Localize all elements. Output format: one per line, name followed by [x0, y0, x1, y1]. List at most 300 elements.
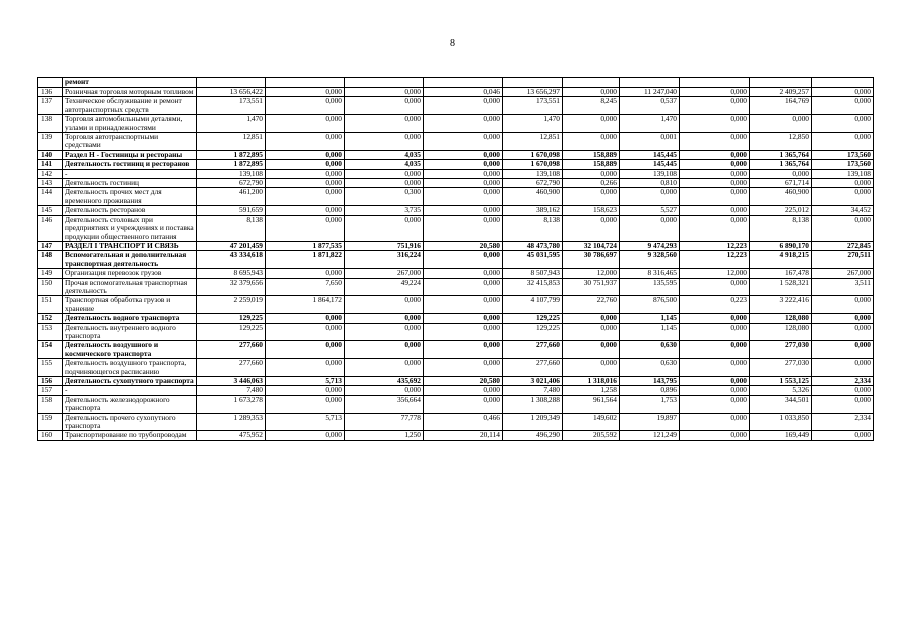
row-value-9: 0,000	[750, 115, 812, 133]
row-code: 155	[38, 359, 63, 377]
row-value-4: 0,000	[424, 359, 503, 377]
row-value-7: 145,445	[620, 160, 680, 169]
row-value-1: 13 656,422	[197, 88, 266, 97]
row-code: 137	[38, 97, 63, 115]
row-value-6: 0,000	[563, 323, 620, 341]
row-value-3: 0,000	[345, 115, 424, 133]
row-value-2: 1 864,172	[266, 296, 345, 314]
row-value-1: 173,551	[197, 97, 266, 115]
row-value-6: 0,000	[563, 341, 620, 359]
row-value-5: 1 308,288	[503, 395, 563, 413]
row-value-9: 128,080	[750, 323, 812, 341]
row-code: 138	[38, 115, 63, 133]
row-value-7: 0,896	[620, 386, 680, 395]
row-value-1: 1,470	[197, 115, 266, 133]
table-row	[38, 215, 874, 241]
row-name: Деятельность гостиниц и ресторанов	[63, 160, 197, 169]
row-value-2: 0,000	[266, 160, 345, 169]
row-value-3: 0,000	[345, 88, 424, 97]
row-value-1: 12,851	[197, 133, 266, 151]
row-value-5: 389,162	[503, 206, 563, 215]
row-value-4: 20,114	[424, 431, 503, 440]
row-value-8: 0,000	[680, 188, 750, 206]
row-value-10: 0,000	[812, 179, 874, 188]
row-name: Деятельность внутреннего водного транспорта	[63, 323, 197, 341]
row-value-5: 1 670,098	[503, 150, 563, 159]
row-code: 152	[38, 314, 63, 323]
row-value-6: 1,258	[563, 386, 620, 395]
row-value-6: 158,889	[563, 160, 620, 169]
row-value-9: 169,449	[750, 431, 812, 440]
row-value-5: 32 415,853	[503, 278, 563, 296]
row-name: Техническое обслуживание и ремонт автотранспортных средств	[63, 97, 197, 115]
row-value-10: 0,000	[812, 115, 874, 133]
row-value-1: 8,138	[197, 215, 266, 241]
row-value-9: 277,030	[750, 359, 812, 377]
row-value-8: 0,000	[680, 377, 750, 386]
table-row	[38, 314, 874, 323]
row-value-9: 8,138	[750, 215, 812, 241]
row-value-9: 3 222,416	[750, 296, 812, 314]
table-row	[38, 341, 874, 359]
row-value-7: 0,537	[620, 97, 680, 115]
row-value-10: 0,000	[812, 359, 874, 377]
row-value-3: 0,000	[345, 179, 424, 188]
row-code: 141	[38, 160, 63, 169]
row-value-4: 0,000	[424, 160, 503, 169]
row-code: 158	[38, 395, 63, 413]
row-value-4: 0,000	[424, 179, 503, 188]
table-row	[38, 413, 874, 431]
row-value-8: 0,000	[680, 431, 750, 440]
row-code: 151	[38, 296, 63, 314]
row-value-7: 8 316,465	[620, 269, 680, 278]
row-value-5: 129,225	[503, 314, 563, 323]
row-value-7: 145,445	[620, 150, 680, 159]
table-row	[38, 269, 874, 278]
row-value-3: 0,000	[345, 323, 424, 341]
table-row	[38, 386, 874, 395]
row-value-3: 0,000	[345, 386, 424, 395]
row-value-6: 149,602	[563, 413, 620, 431]
row-value-7: 0,810	[620, 179, 680, 188]
row-value-5: 4 107,799	[503, 296, 563, 314]
row-name: Деятельность воздушного и космического транспорта	[63, 341, 197, 359]
row-value-3: 0,000	[345, 169, 424, 178]
row-value-10: 0,000	[812, 431, 874, 440]
row-name: Деятельность ресторанов	[63, 206, 197, 215]
row-value-5: 277,660	[503, 341, 563, 359]
row-value-3: 0,000	[345, 97, 424, 115]
row-value-9: 1 365,764	[750, 160, 812, 169]
row-code	[38, 78, 63, 88]
row-name: Деятельность гостиниц	[63, 179, 197, 188]
table-row	[38, 395, 874, 413]
row-value-3: 267,000	[345, 269, 424, 278]
row-value-9: 225,012	[750, 206, 812, 215]
row-value-1: 672,790	[197, 179, 266, 188]
row-value-10: 270,511	[812, 251, 874, 269]
row-value-4: 0,000	[424, 251, 503, 269]
table-row	[38, 179, 874, 188]
row-value-9: 2 409,257	[750, 88, 812, 97]
row-value-4: 0,000	[424, 278, 503, 296]
row-value-9: 1 528,321	[750, 278, 812, 296]
row-value-6: 1 318,016	[563, 377, 620, 386]
row-value-10: 2,334	[812, 413, 874, 431]
row-value-1: 8 695,943	[197, 269, 266, 278]
table-row	[38, 150, 874, 159]
row-value-6: 0,000	[563, 133, 620, 151]
row-name: Прочая вспомогательная транспортная деятельность	[63, 278, 197, 296]
row-value-4: 0,000	[424, 323, 503, 341]
row-value-7: 0,630	[620, 359, 680, 377]
row-name: Деятельность водного транспорта	[63, 314, 197, 323]
row-value-1: 32 379,656	[197, 278, 266, 296]
row-value-10: 0,000	[812, 188, 874, 206]
row-value-6: 0,266	[563, 179, 620, 188]
row-value-7: 876,500	[620, 296, 680, 314]
row-value-6: 961,564	[563, 395, 620, 413]
row-value-7: 143,795	[620, 377, 680, 386]
row-value-1: 3 446,063	[197, 377, 266, 386]
row-value-7: 9 474,293	[620, 241, 680, 250]
row-value-2: 0,000	[266, 133, 345, 151]
table-row	[38, 133, 874, 151]
row-value-5: 12,851	[503, 133, 563, 151]
row-value-9: 164,769	[750, 97, 812, 115]
row-code: 146	[38, 215, 63, 241]
row-value-8: 0,000	[680, 413, 750, 431]
row-value-3: 0,000	[345, 296, 424, 314]
row-value-5: 139,108	[503, 169, 563, 178]
row-value-10: 0,000	[812, 314, 874, 323]
row-value-2: 0,000	[266, 169, 345, 178]
row-value-7: 1,470	[620, 115, 680, 133]
row-value-1: 1 872,895	[197, 150, 266, 159]
row-value-4: 0,000	[424, 395, 503, 413]
row-name: Деятельность прочих мест для временного проживания	[63, 188, 197, 206]
row-value-8: 0,000	[680, 323, 750, 341]
row-value-8: 0,000	[680, 88, 750, 97]
table-row	[38, 88, 874, 97]
row-value-10: 0,000	[812, 386, 874, 395]
row-value-6: 0,000	[563, 115, 620, 133]
row-value-2: 0,000	[266, 150, 345, 159]
row-value-5: 496,290	[503, 431, 563, 440]
row-value-6: 205,592	[563, 431, 620, 440]
row-value-8: 0,000	[680, 179, 750, 188]
row-value-1: 1 872,895	[197, 160, 266, 169]
row-code: 153	[38, 323, 63, 341]
row-value-6: 0,000	[563, 188, 620, 206]
row-value-5: 13 656,297	[503, 88, 563, 97]
row-value-10: 173,560	[812, 160, 874, 169]
row-value-6: 0,000	[563, 169, 620, 178]
row-value-4: 0,000	[424, 115, 503, 133]
row-value-7: 5,527	[620, 206, 680, 215]
row-name: -	[63, 386, 197, 395]
row-value-7: 121,249	[620, 431, 680, 440]
row-name: Раздел H - Гостиницы и рестораны	[63, 150, 197, 159]
row-value-8: 0,000	[680, 395, 750, 413]
row-value-6: 158,889	[563, 150, 620, 159]
row-value-1: 461,200	[197, 188, 266, 206]
row-value-6: 22,760	[563, 296, 620, 314]
row-value-9: 12,850	[750, 133, 812, 151]
page-number: 8	[450, 38, 455, 49]
row-code: 157	[38, 386, 63, 395]
row-value-3: 1,250	[345, 431, 424, 440]
row-value-1: 1 289,353	[197, 413, 266, 431]
row-name: Вспомогательная и дополнительная транспортная деятельность	[63, 251, 197, 269]
row-value-2: 0,000	[266, 215, 345, 241]
row-value-1: 129,225	[197, 323, 266, 341]
table-body	[38, 78, 874, 441]
row-value-4: 0,000	[424, 188, 503, 206]
row-value-5: 129,225	[503, 323, 563, 341]
row-value-3: 0,300	[345, 188, 424, 206]
row-value-6: 30 786,697	[563, 251, 620, 269]
data-table	[37, 77, 874, 441]
table-row	[38, 115, 874, 133]
row-value-3: 0,000	[345, 341, 424, 359]
row-value-2: 0,000	[266, 395, 345, 413]
row-name: -	[63, 169, 197, 178]
row-value-4: 0,046	[424, 88, 503, 97]
row-value-2: 0,000	[266, 341, 345, 359]
row-value-1: 7,480	[197, 386, 266, 395]
row-value-3: 0,000	[345, 359, 424, 377]
row-code: 156	[38, 377, 63, 386]
row-name: Транспортная обработка грузов и хранение	[63, 296, 197, 314]
row-value-9: 460,900	[750, 188, 812, 206]
row-value-2: 5,713	[266, 377, 345, 386]
row-value-3: 435,692	[345, 377, 424, 386]
row-value-5: 173,551	[503, 97, 563, 115]
row-name: Деятельность сухопутного транспорта	[63, 377, 197, 386]
row-code: 150	[38, 278, 63, 296]
row-value-8: 12,223	[680, 251, 750, 269]
row-value-1: 47 201,459	[197, 241, 266, 250]
row-value-8: 12,223	[680, 241, 750, 250]
row-value-5: 48 473,780	[503, 241, 563, 250]
row-value-2: 0,000	[266, 179, 345, 188]
row-value-8: 0,000	[680, 215, 750, 241]
row-name: Организация перевозок грузов	[63, 269, 197, 278]
row-value-4: 0,000	[424, 341, 503, 359]
row-value-8: 0,000	[680, 206, 750, 215]
row-value-8: 0,000	[680, 386, 750, 395]
row-value-5: 1 670,098	[503, 160, 563, 169]
row-value-3: 0,000	[345, 215, 424, 241]
row-value-10: 0,000	[812, 133, 874, 151]
row-value-7: 1,753	[620, 395, 680, 413]
row-value-1: 139,108	[197, 169, 266, 178]
row-value-2: 0,000	[266, 115, 345, 133]
row-value-4: 0,000	[424, 314, 503, 323]
row-value-9: 128,080	[750, 314, 812, 323]
row-name: Деятельность железнодорожного транспорта	[63, 395, 197, 413]
table-row	[38, 241, 874, 250]
row-value-2: 0,000	[266, 188, 345, 206]
row-value-9: 6 890,170	[750, 241, 812, 250]
row-value-4: 0,000	[424, 133, 503, 151]
row-value-9: 671,714	[750, 179, 812, 188]
row-value-2: 0,000	[266, 206, 345, 215]
row-value-8: 0,000	[680, 97, 750, 115]
row-value-3: 3,735	[345, 206, 424, 215]
row-value-9: 167,478	[750, 269, 812, 278]
row-value-1: 2 259,019	[197, 296, 266, 314]
row-value-5: 1,470	[503, 115, 563, 133]
table-row	[38, 377, 874, 386]
row-value-1: 277,660	[197, 341, 266, 359]
row-code: 139	[38, 133, 63, 151]
row-value-10: 0,000	[812, 296, 874, 314]
row-name: Розничная торговля моторным топливом	[63, 88, 197, 97]
row-value-4: 0,000	[424, 296, 503, 314]
row-value-5: 8 507,943	[503, 269, 563, 278]
row-value-10: 2,334	[812, 377, 874, 386]
table-row	[38, 359, 874, 377]
row-name: Деятельность прочего сухопутного транспорта	[63, 413, 197, 431]
row-value-6: 0,000	[563, 359, 620, 377]
row-value-9: 0,000	[750, 169, 812, 178]
row-value-10: 0,000	[812, 323, 874, 341]
row-value-7: 1,145	[620, 323, 680, 341]
row-value-10: 267,000	[812, 269, 874, 278]
row-code: 147	[38, 241, 63, 250]
row-value-4: 0,000	[424, 386, 503, 395]
row-value-4: 0,000	[424, 269, 503, 278]
table-row	[38, 206, 874, 215]
table-row	[38, 278, 874, 296]
row-value-6: 0,000	[563, 215, 620, 241]
row-value-7: 11 247,040	[620, 88, 680, 97]
row-value-2: 5,713	[266, 413, 345, 431]
row-value-1: 277,660	[197, 359, 266, 377]
row-value-2: 0,000	[266, 359, 345, 377]
row-value-8: 0,000	[680, 169, 750, 178]
row-value-9: 5,326	[750, 386, 812, 395]
row-name: Торговля автомобильными деталями, узлами и принадлежностями	[63, 115, 197, 133]
row-value-4: 0,000	[424, 97, 503, 115]
row-value-4: 20,580	[424, 241, 503, 250]
row-code: 149	[38, 269, 63, 278]
row-value-5: 3 021,406	[503, 377, 563, 386]
row-value-2: 0,000	[266, 88, 345, 97]
row-value-2: 0,000	[266, 97, 345, 115]
row-value-9: 277,030	[750, 341, 812, 359]
row-value-8: 12,000	[680, 269, 750, 278]
row-value-1: 591,659	[197, 206, 266, 215]
row-value-5: 672,790	[503, 179, 563, 188]
row-code: 154	[38, 341, 63, 359]
row-value-8: 0,223	[680, 296, 750, 314]
row-value-10: 0,000	[812, 395, 874, 413]
row-value-5: 277,660	[503, 359, 563, 377]
row-value-5: 460,900	[503, 188, 563, 206]
row-name: РАЗДЕЛ I ТРАНСПОРТ И СВЯЗЬ	[63, 241, 197, 250]
row-value-6: 30 751,937	[563, 278, 620, 296]
row-value-5: 1 209,349	[503, 413, 563, 431]
row-value-1: 129,225	[197, 314, 266, 323]
row-value-7: 0,630	[620, 341, 680, 359]
row-value-5: 7,480	[503, 386, 563, 395]
row-name: Деятельность воздушного транспорта, подчиняющегося расписанию	[63, 359, 197, 377]
data-table-container	[37, 77, 873, 441]
row-value-7: 0,000	[620, 188, 680, 206]
row-value-8: 0,000	[680, 341, 750, 359]
row-value-8: 0,000	[680, 133, 750, 151]
row-value-3: 77,778	[345, 413, 424, 431]
row-value-5: 8,138	[503, 215, 563, 241]
row-value-6: 32 104,724	[563, 241, 620, 250]
row-value-2: 1 877,535	[266, 241, 345, 250]
row-value-3: 49,224	[345, 278, 424, 296]
row-value-10: 272,845	[812, 241, 874, 250]
row-code: 160	[38, 431, 63, 440]
row-value-9: 344,501	[750, 395, 812, 413]
row-value-2: 0,000	[266, 431, 345, 440]
row-value-4: 20,580	[424, 377, 503, 386]
row-value-7: 0,000	[620, 215, 680, 241]
table-row	[38, 431, 874, 440]
row-code: 144	[38, 188, 63, 206]
table-row	[38, 97, 874, 115]
row-code: 148	[38, 251, 63, 269]
table-row	[38, 323, 874, 341]
row-value-6: 0,000	[563, 314, 620, 323]
row-value-4: 0,466	[424, 413, 503, 431]
row-value-6: 8,245	[563, 97, 620, 115]
row-value-4: 0,000	[424, 169, 503, 178]
row-value-9: 1 033,850	[750, 413, 812, 431]
row-name: Транспортирование по трубопроводам	[63, 431, 197, 440]
row-code: 142	[38, 169, 63, 178]
row-value-10: 0,000	[812, 88, 874, 97]
row-value-2: 7,650	[266, 278, 345, 296]
row-value-6: 12,000	[563, 269, 620, 278]
row-value-7: 9 328,560	[620, 251, 680, 269]
row-value-4: 0,000	[424, 206, 503, 215]
row-value-10: 173,560	[812, 150, 874, 159]
row-value-9: 4 918,215	[750, 251, 812, 269]
row-value-1: 475,952	[197, 431, 266, 440]
row-value-10: 3,511	[812, 278, 874, 296]
row-value-2: 0,000	[266, 269, 345, 278]
table-row	[38, 188, 874, 206]
row-value-3: 751,916	[345, 241, 424, 250]
row-value-3: 356,664	[345, 395, 424, 413]
row-name: Деятельность столовых при предприятиях и учреждениях и поставка продукции общественного питания	[63, 215, 197, 241]
row-code: 145	[38, 206, 63, 215]
row-value-2: 1 871,822	[266, 251, 345, 269]
row-value-2: 0,000	[266, 386, 345, 395]
row-value-8: 0,000	[680, 314, 750, 323]
row-code: 159	[38, 413, 63, 431]
row-value-2: 0,000	[266, 323, 345, 341]
table-row	[38, 169, 874, 178]
row-value-3: 4,035	[345, 150, 424, 159]
row-value-10: 0,000	[812, 97, 874, 115]
row-value-7: 135,595	[620, 278, 680, 296]
row-value-2: 0,000	[266, 314, 345, 323]
table-row	[38, 160, 874, 169]
row-value-8: 0,000	[680, 150, 750, 159]
row-value-9: 1 553,125	[750, 377, 812, 386]
